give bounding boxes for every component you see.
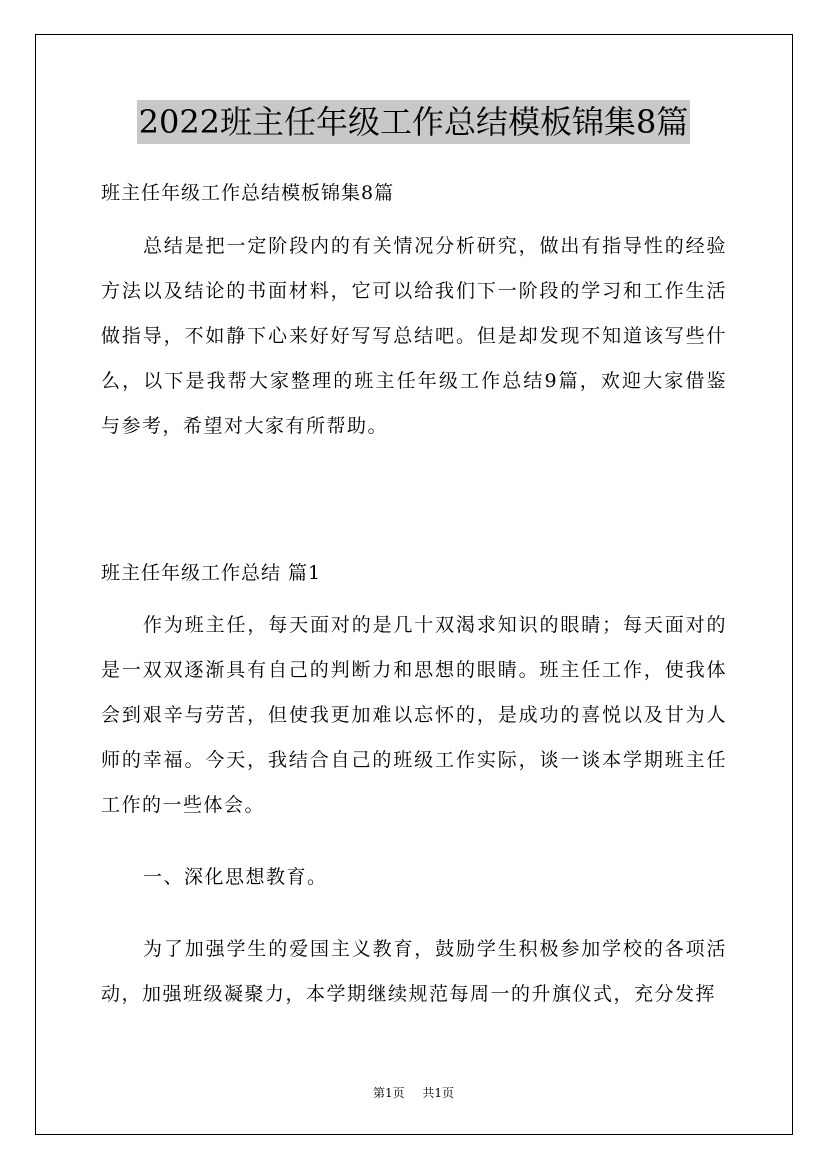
document-subtitle: 班主任年级工作总结模板锦集8篇 (101, 182, 395, 204)
page-number: 第1页 (373, 1086, 405, 1100)
intro-paragraph: 总结是把一定阶段内的有关情况分析研究，做出有指导性的经验方法以及结论的书面材料，它可以给我们下一阶段的学习和工作生活做指导，不如静下心来好好写写总结吧。但是却发现不知道该写些什么，以下是我帮大家整理的班主任年级工作总结9篇，欢迎大家借鉴与参考，希望对大家有所帮助。 (101, 235, 727, 437)
section-heading: 班主任年级工作总结 篇1 (101, 562, 322, 584)
page-footer (0, 1085, 827, 1101)
body-paragraph: 为了加强学生的爱国主义教育，鼓励学生积极参加学校的各项活动，加强班级凝聚力，本学期继续规范每周一的升旗仪式，充分发挥 (101, 938, 727, 1005)
page-total: 共1页 (422, 1086, 454, 1100)
subsection-heading: 一、深化思想教育。 (143, 866, 328, 888)
body-paragraph: 作为班主任，每天面对的是几十双渴求知识的眼睛；每天面对的是一双双逐渐具有自己的判断力和思想的眼睛。班主任工作，使我体会到艰辛与劳苦，但使我更加难以忘怀的，是成功的喜悦以及甘为人师的幸福。今天，我结合自己的班级工作实际，谈一谈本学期班主任工作的一些体会。 (101, 614, 727, 816)
title-container (0, 100, 827, 144)
document-title: 2022班主任年级工作总结模板锦集8篇 (137, 100, 691, 144)
